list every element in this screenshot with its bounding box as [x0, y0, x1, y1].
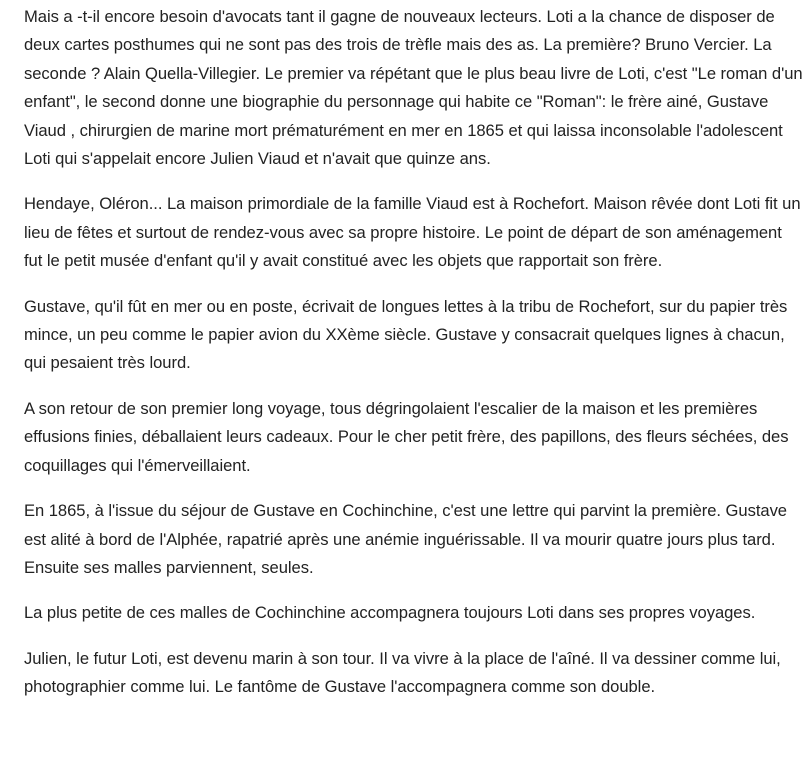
- paragraph-6: La plus petite de ces malles de Cochinchine accompagnera toujours Loti dans ses propres voyages.: [24, 603, 756, 623]
- paragraph-3: Gustave, qu'il fût en mer ou en poste, écrivait de longues lettes à la tribu de Rochefort, sur du papier très mince, un peu comme le papier avion du XXème siècle. Gustave y consacrait quelques lignes à chacun, qui pesaient très lourd.: [24, 296, 788, 373]
- paragraph-4: A son retour de son premier long voyage, tous dégringolaient l'escalier de la maison et les premières effusions finies, déballaient leurs cadeaux. Pour le cher petit frère, des papillons, des fleurs séchées, des coquillages qui l'émerveillaient.: [24, 398, 789, 475]
- paragraph-7: Julien, le futur Loti, est devenu marin à son tour. Il va vivre à la place de l'aîné. Il va dessiner comme lui, photographier comme lui. Le fantôme de Gustave l'accompagnera comme son double.: [24, 648, 781, 697]
- paragraph-2: Hendaye, Oléron... La maison primordiale de la famille Viaud est à Rochefort. Maison rêvée dont Loti fit un lieu de fêtes et surtout de rendez-vous avec sa propre histoire. Le point de départ de son aménagement fut le petit musée d'enfant qu'il y avait constitué avec les objets que rapportait son frère.: [24, 194, 801, 271]
- paragraph-5: En 1865, à l'issue du séjour de Gustave en Cochinchine, c'est une lettre qui parvint la première. Gustave est alité à bord de l'Alphée, rapatrié après une anémie inguérissable. Il va mourir quatre jours plus tard. Ensuite ses malles parviennent, seules.: [24, 501, 787, 577]
- paragraph-1: Mais a -t-il encore besoin d'avocats tant il gagne de nouveaux lecteurs. Loti a la chance de disposer de deux cartes posthumes qui ne sont pas des trois de trèfle mais des as. La première? Bruno Vercier. La seconde ? Alain Quella-Villegier. Le premier va répétant que le plus beau livre de Loti, c'est "Le roman d'un enfant", le second donne une biographie du personnage qui habite ce "Roman": le frère ainé, Gustave Viaud , chirurgien de marine mort prématurément en mer en 1865 et qui laissa inconsolable l'adolescent Loti qui s'appelait encore Julien Viaud et n'avait que quinze ans.: [24, 7, 803, 169]
